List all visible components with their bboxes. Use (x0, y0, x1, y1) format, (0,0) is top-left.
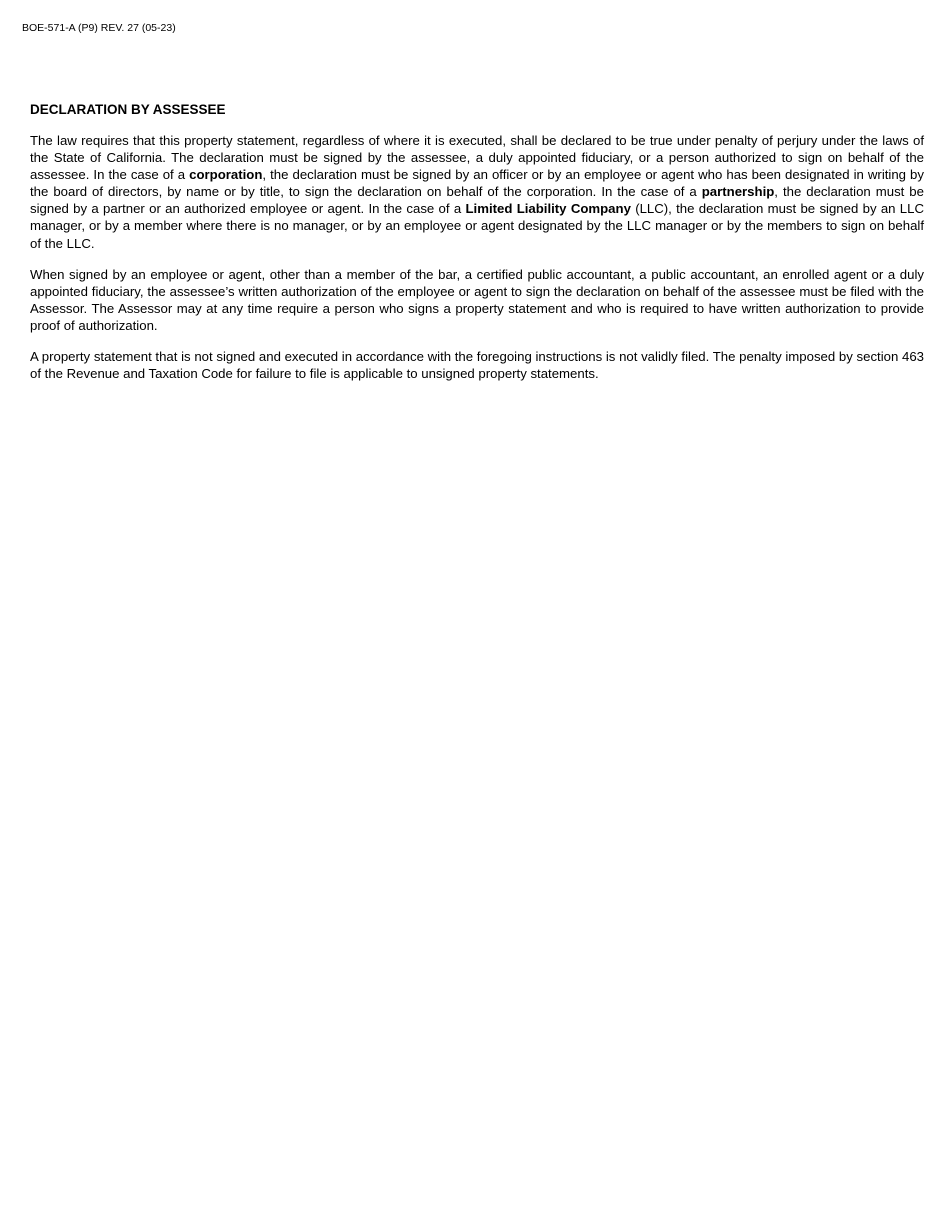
paragraph-signing-requirements (30, 132, 924, 252)
bold-term-partnership: partnership (701, 184, 775, 200)
section-heading: DECLARATION BY ASSESSEE (30, 102, 226, 117)
paragraph-agent-authorization: When signed by an employee or agent, other than a member of the bar, a certified public accountant, a public accountant, an enrolled agent or a duly appointed fiduciary, the assessee’s written authorization of the employee or agent to sign the declaration on behalf of the assessee must be filed with the Assessor. The Assessor may at any time require a person who signs a property statement and who is required to have written authorization to provide proof of authorization. (30, 266, 924, 333)
paragraph-text: , the declaration must be signed by an officer or by an employee or agent who has been designated in writing by the board of directors, by name or by title, to sign the declaration on behalf of the corporation. In the case of a (30, 167, 924, 200)
paragraph-text: (LLC), the declaration must be signed by an LLC manager, or by a member where there is no manager, or by an employee or agent designated by the LLC manager or by the members to sign on behalf of the LLC. (30, 201, 924, 251)
paragraph-text: The law requires that this property statement, regardless of where it is executed, shall be declared to be true under penalty of perjury under the laws of the State of California. The declaration must be signed by the assessee, a duly appointed fiduciary, or a person authorized to sign on behalf of the assessee. In the case of a (30, 133, 924, 183)
bold-term-corporation: corporation (189, 167, 263, 183)
form-number: BOE-571-A (P9) REV. 27 (05-23) (22, 22, 176, 34)
bold-term-llc: Limited Liability Company (465, 201, 631, 217)
paragraph-unsigned-penalty: A property statement that is not signed and executed in accordance with the foregoing instructions is not validly filed. The penalty imposed by section 463 of the Revenue and Taxation Code for failure to file is applicable to unsigned property statements. (30, 349, 924, 382)
paragraph-text: , the declaration must be signed by a partner or an authorized employee or agent. In the case of a (30, 184, 924, 217)
declaration-section (30, 102, 924, 396)
